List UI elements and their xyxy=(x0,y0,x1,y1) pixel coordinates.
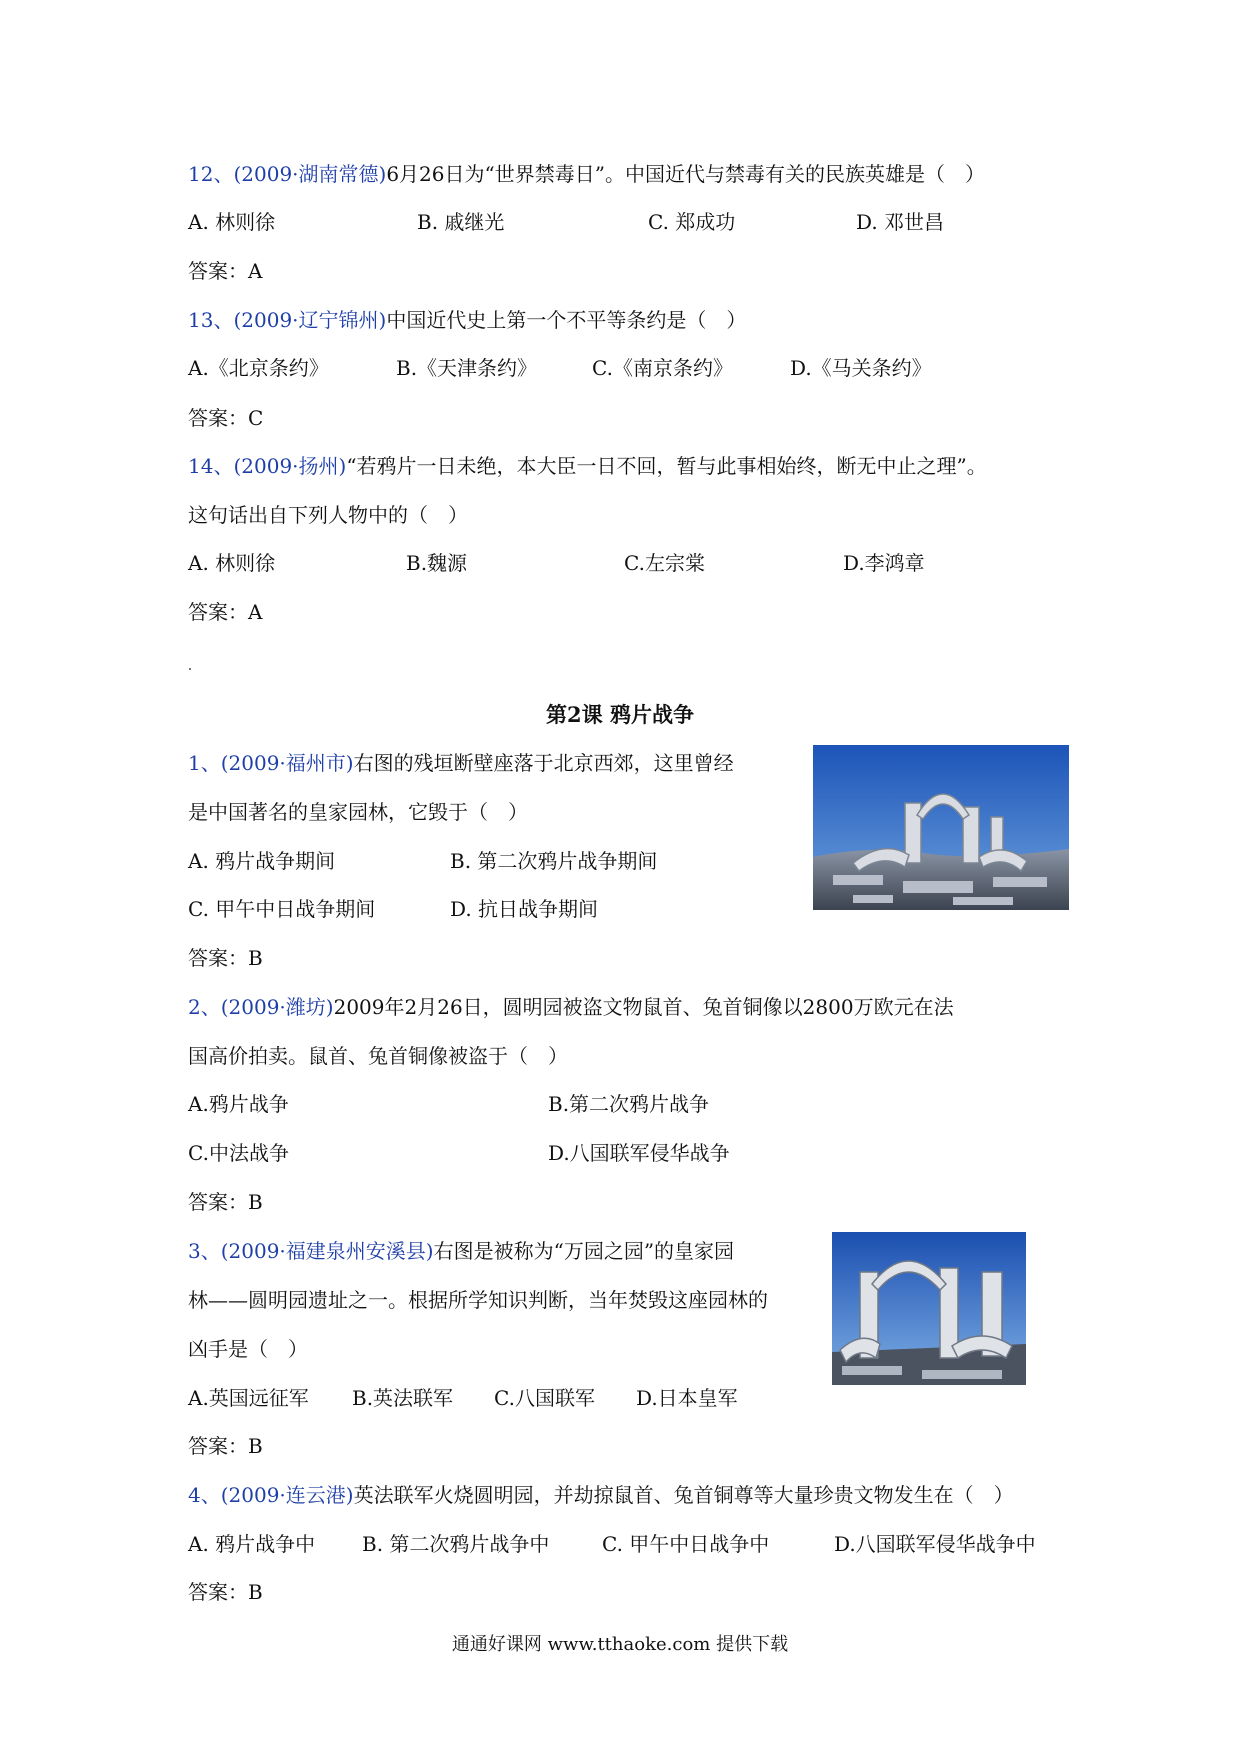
l2-option-c: C.中法战争 xyxy=(188,1141,289,1165)
l2-stem-line xyxy=(188,993,954,1021)
q14-stem-line-2: 这句话出自下列人物中的（ ） xyxy=(188,503,468,527)
l2-stem: 2009年2月26日，圆明园被盗文物鼠首、兔首铜像以2800万欧元在法 xyxy=(333,995,954,1019)
l1-source: 2009·福州市) xyxy=(228,751,354,775)
ruins-photo-1 xyxy=(813,745,1069,910)
q13-stem-line xyxy=(188,306,746,334)
l1-answer: 答案：B xyxy=(188,946,263,970)
l3-source: 2009·福建泉州安溪县) xyxy=(228,1239,434,1263)
q14-stem: “若鸦片一日未绝，本大臣一日不回，暂与此事相始终，断无中止之理”。 xyxy=(346,454,987,478)
q14-source: 2009·扬州) xyxy=(241,454,347,478)
l1-option-d: D. 抗日战争期间 xyxy=(450,897,599,921)
l1-number: 1、( xyxy=(188,751,229,775)
q14-number: 14、( xyxy=(188,454,242,478)
l3-option-a: A.英国远征军 xyxy=(188,1386,309,1410)
l4-source: 2009·连云港) xyxy=(228,1483,354,1507)
q13-source: 2009·辽宁锦州) xyxy=(241,308,387,332)
q12-option-b: B. 戚继光 xyxy=(417,210,505,234)
l3-number: 3、( xyxy=(188,1239,229,1263)
q12-source: 2009·湖南常德) xyxy=(241,162,387,186)
l4-stem-line xyxy=(188,1481,1014,1509)
l1-stem-line xyxy=(188,749,734,777)
l3-answer: 答案：B xyxy=(188,1434,263,1458)
q12-answer: 答案：A xyxy=(188,259,263,283)
q14-option-b: B.魏源 xyxy=(406,551,468,575)
q13-option-b: B.《天津条约》 xyxy=(396,356,538,380)
q13-stem: 中国近代史上第一个不平等条约是（ ） xyxy=(386,308,747,332)
ruins-photo-2 xyxy=(832,1232,1026,1385)
q13-option-d: D.《马关条约》 xyxy=(790,356,932,380)
q13-option-c: C.《南京条约》 xyxy=(592,356,733,380)
q14-option-c: C.左宗棠 xyxy=(624,551,705,575)
q14-option-a: A. 林则徐 xyxy=(188,551,276,575)
q12-stem: 6月26日为“世界禁毒日”。中国近代与禁毒有关的民族英雄是（ ） xyxy=(386,162,985,186)
l4-number: 4、( xyxy=(188,1483,229,1507)
q12-number: 12、( xyxy=(188,162,242,186)
l1-option-b: B. 第二次鸦片战争期间 xyxy=(450,849,658,873)
ruins-photo-1-graphic xyxy=(813,745,1069,910)
q13-option-a: A.《北京条约》 xyxy=(188,356,329,380)
l3-stem-line-3: 凶手是（ ） xyxy=(188,1337,308,1361)
l3-option-c: C.八国联军 xyxy=(494,1386,595,1410)
l2-stem-line-2: 国高价拍卖。鼠首、兔首铜像被盗于（ ） xyxy=(188,1044,568,1068)
l2-option-b: B.第二次鸦片战争 xyxy=(548,1092,710,1116)
lesson-title: 第2课 鸦片战争 xyxy=(546,702,694,727)
l1-stem: 右图的残垣断壁座落于北京西郊，这里曾经 xyxy=(353,751,734,775)
l4-option-b: B. 第二次鸦片战争中 xyxy=(362,1532,550,1556)
q12-option-c: C. 郑成功 xyxy=(648,210,736,234)
q13-number: 13、( xyxy=(188,308,242,332)
q12-option-a: A. 林则徐 xyxy=(188,210,276,234)
ruins-photo-2-graphic xyxy=(832,1232,1026,1385)
l3-stem-line-2: 林——圆明园遗址之一。根据所学知识判断，当年焚毁这座园林的 xyxy=(188,1288,768,1312)
l2-option-a: A.鸦片战争 xyxy=(188,1092,289,1116)
l1-option-c: C. 甲午中日战争期间 xyxy=(188,897,376,921)
l4-answer: 答案：B xyxy=(188,1580,263,1604)
q14-answer: 答案：A xyxy=(188,600,263,624)
l3-stem: 右图是被称为“万园之园”的皇家园 xyxy=(433,1239,735,1263)
l2-source: 2009·潍坊) xyxy=(228,995,334,1019)
stray-mark xyxy=(189,668,191,670)
l3-stem-line xyxy=(188,1237,734,1265)
l3-option-d: D.日本皇军 xyxy=(636,1386,738,1410)
l4-option-d: D.八国联军侵华战争中 xyxy=(834,1532,1036,1556)
l1-stem-line-2: 是中国著名的皇家园林，它毁于（ ） xyxy=(188,800,528,824)
q12-option-d: D. 邓世昌 xyxy=(856,210,945,234)
l2-answer: 答案：B xyxy=(188,1190,263,1214)
l4-stem: 英法联军火烧圆明园，并劫掠鼠首、兔首铜尊等大量珍贵文物发生在（ ） xyxy=(353,1483,1014,1507)
l1-option-a: A. 鸦片战争期间 xyxy=(188,849,336,873)
page-footer: 通通好课网 www.tthaoke.com 提供下载 xyxy=(451,1634,789,1655)
q12-stem-line xyxy=(188,160,985,188)
q13-answer: 答案：C xyxy=(188,406,264,430)
q14-option-d: D.李鸿章 xyxy=(843,551,925,575)
l2-number: 2、( xyxy=(188,995,229,1019)
q14-stem-line xyxy=(188,452,987,480)
l2-option-d: D.八国联军侵华战争 xyxy=(548,1141,730,1165)
l4-option-a: A. 鸦片战争中 xyxy=(188,1532,316,1556)
l3-option-b: B.英法联军 xyxy=(352,1386,454,1410)
l4-option-c: C. 甲午中日战争中 xyxy=(602,1532,770,1556)
